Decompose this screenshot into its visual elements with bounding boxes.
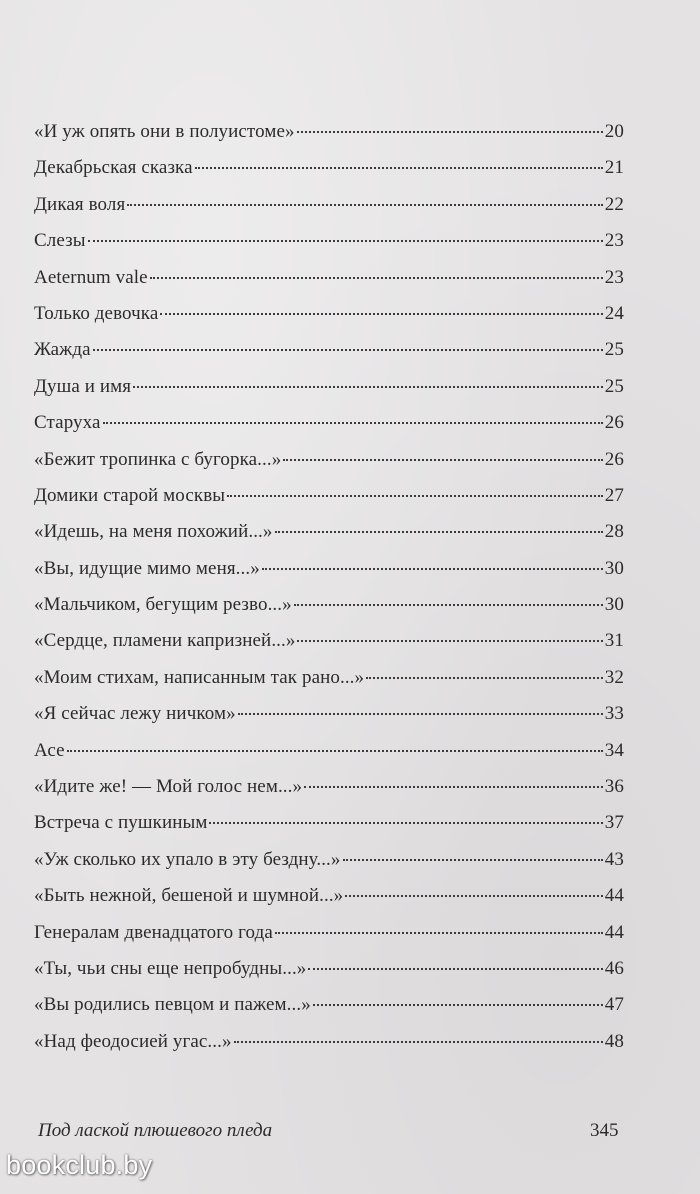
toc-entry-page: 33 xyxy=(604,703,624,725)
toc-entry-title: «Уж сколько их упало в эту бездну...» xyxy=(34,848,341,870)
toc-entry xyxy=(34,478,624,514)
toc-entry-title: Домики старой москвы xyxy=(34,484,226,506)
toc-entry xyxy=(34,733,624,769)
dot-leader xyxy=(275,932,603,934)
dot-leader xyxy=(313,1004,603,1006)
toc-entry xyxy=(34,223,624,259)
toc-entry xyxy=(34,114,624,150)
toc-entry-title: Душа и имя xyxy=(34,375,132,397)
page-number: 345 xyxy=(590,1120,619,1141)
toc-entry-title: «Я сейчас лежу ничком» xyxy=(34,703,236,725)
dot-leader xyxy=(238,713,603,715)
toc-entry-page: 23 xyxy=(604,230,624,252)
dot-leader xyxy=(283,459,602,461)
toc-entry-title: «Мальчиком, бегущим резво...» xyxy=(34,594,292,616)
toc-entry-title: Старуха xyxy=(34,412,101,434)
dot-leader xyxy=(304,786,603,788)
toc-entry xyxy=(34,260,624,296)
toc-entry-page: 46 xyxy=(604,957,624,979)
toc-entry xyxy=(34,660,624,696)
dot-leader xyxy=(297,131,603,133)
toc-entry xyxy=(34,805,624,841)
dot-leader xyxy=(366,677,603,679)
dot-leader xyxy=(133,386,603,388)
toc-entry xyxy=(34,987,624,1023)
toc-entry xyxy=(34,551,624,587)
dot-leader xyxy=(234,1041,603,1043)
toc-entry-title: Встреча с пушкиным xyxy=(34,812,208,834)
toc-entry-title: Декабрьская сказка xyxy=(34,157,193,179)
toc-entry-page: 37 xyxy=(604,812,624,834)
toc-entry xyxy=(34,587,624,623)
toc-entry xyxy=(34,878,624,914)
dot-leader xyxy=(294,604,603,606)
toc-entry-title: «Быть нежной, бешеной и шумной...» xyxy=(34,885,344,907)
dot-leader xyxy=(297,640,602,642)
toc-entry-title: «Идешь, на меня похожий...» xyxy=(34,521,273,543)
toc-entry xyxy=(34,405,624,441)
dot-leader xyxy=(209,822,602,824)
toc-entry xyxy=(34,623,624,659)
dot-leader xyxy=(262,568,603,570)
toc-entry-page: 47 xyxy=(604,994,624,1016)
toc-entry-title: Только девочка xyxy=(34,302,159,324)
toc-entry-page: 34 xyxy=(604,739,624,761)
toc-entry xyxy=(34,296,624,332)
toc-entry-page: 22 xyxy=(604,193,624,215)
toc-entry xyxy=(34,187,624,223)
toc-entry xyxy=(34,442,624,478)
dot-leader xyxy=(150,277,603,279)
toc-entry xyxy=(34,696,624,732)
watermark-text: bookclub.by xyxy=(6,1150,153,1180)
toc-entry-page: 23 xyxy=(604,266,624,288)
toc-entry xyxy=(34,769,624,805)
dot-leader xyxy=(103,422,603,424)
dot-leader xyxy=(127,204,602,206)
toc-entry-title: Генералам двенадцатого года xyxy=(34,921,273,943)
toc-entry-page: 21 xyxy=(604,157,624,179)
toc-entry xyxy=(34,842,624,878)
toc-entry-page: 30 xyxy=(604,594,624,616)
toc-entry xyxy=(34,951,624,987)
toc-entry xyxy=(34,514,624,550)
toc-entry-page: 31 xyxy=(604,630,624,652)
dot-leader xyxy=(67,750,603,752)
dot-leader xyxy=(275,531,603,533)
toc-entry-title: Слезы xyxy=(34,230,86,252)
toc-entry-page: 24 xyxy=(604,302,624,324)
dot-leader xyxy=(227,495,603,497)
toc-entry-page: 25 xyxy=(604,375,624,397)
dot-leader xyxy=(343,859,603,861)
dot-leader xyxy=(195,167,603,169)
table-of-contents xyxy=(34,114,624,1060)
toc-entry-title: «Моим стихам, написанным так рано...» xyxy=(34,666,365,688)
toc-entry xyxy=(34,1024,624,1060)
toc-entry-title: «Вы родились певцом и пажем...» xyxy=(34,994,311,1016)
toc-entry-page: 20 xyxy=(604,121,624,142)
toc-entry-page: 44 xyxy=(604,921,624,943)
toc-entry-title: Асе xyxy=(34,739,65,761)
toc-entry-page: 26 xyxy=(604,412,624,434)
toc-entry-page: 44 xyxy=(604,885,624,907)
running-title: Под лаской плюшевого пледа xyxy=(38,1120,273,1141)
dot-leader xyxy=(345,895,603,897)
dot-leader xyxy=(308,968,602,970)
toc-entry-title: «Ты, чьи сны еще непробудны...» xyxy=(34,957,307,979)
toc-entry-page: 30 xyxy=(604,557,624,579)
dot-leader xyxy=(93,349,603,351)
toc-entry-title: Дикая воля xyxy=(34,193,126,215)
toc-entry-title: Aeternum vale xyxy=(34,266,148,288)
toc-entry-page: 43 xyxy=(604,848,624,870)
toc-entry-title: «Идите же! — Мой голос нем...» xyxy=(34,776,303,798)
toc-entry-title: «Вы, идущие мимо меня...» xyxy=(34,557,260,579)
toc-entry-page: 32 xyxy=(604,666,624,688)
toc-entry-page: 48 xyxy=(604,1030,624,1052)
toc-entry-page: 36 xyxy=(604,776,624,798)
toc-entry xyxy=(34,332,624,368)
toc-entry xyxy=(34,915,624,951)
dot-leader xyxy=(160,313,602,315)
toc-entry-title: Жажда xyxy=(34,339,91,361)
toc-entry-title: «Над феодосией угас...» xyxy=(34,1030,232,1052)
toc-entry-title: «Сердце, пламени капризней...» xyxy=(34,630,296,652)
toc-entry xyxy=(34,150,624,186)
toc-entry-title: «И уж опять они в полуистоме» xyxy=(34,121,295,142)
toc-entry-title: «Бежит тропинка с бугорка...» xyxy=(34,448,282,470)
dot-leader xyxy=(88,240,603,242)
toc-entry-page: 26 xyxy=(604,448,624,470)
toc-entry-page: 28 xyxy=(604,521,624,543)
toc-entry-page: 27 xyxy=(604,484,624,506)
toc-entry-page: 25 xyxy=(604,339,624,361)
toc-entry xyxy=(34,369,624,405)
